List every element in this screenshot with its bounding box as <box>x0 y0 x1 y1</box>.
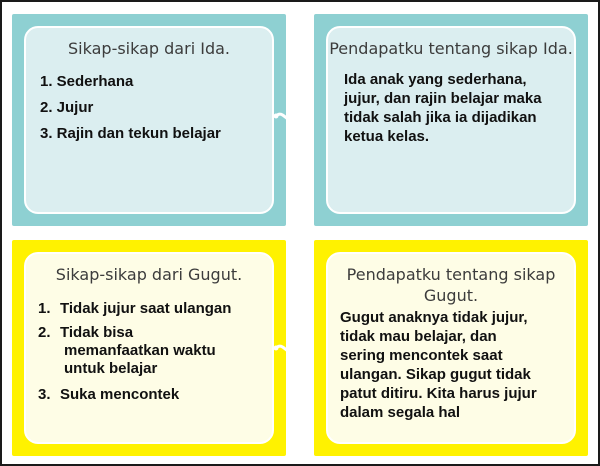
list-item: 1. Sederhana <box>40 73 134 90</box>
gugut-attitudes-list <box>38 300 231 404</box>
ida-opinion-title: Pendapatku tentang sikap Ida. <box>329 39 573 58</box>
ida-attitudes-panel <box>24 26 274 214</box>
list-item: 3. Rajin dan tekun belajar <box>40 125 221 142</box>
list-item: 1. Tidak jujur saat ulangan <box>38 300 232 317</box>
gugut-opinion-panel <box>326 252 576 444</box>
ida-opinion-card <box>314 14 588 226</box>
gugut-opinion-text: Gugut anaknya tidak jujur, tidak mau belajar, dan sering mencontek saat ulangan. Sikap gugut tidak patut ditiru. Kita harus jujur dalam segala hal <box>340 309 537 421</box>
gugut-attitudes-panel <box>24 252 274 444</box>
ida-opinion-text: Ida anak yang sederhana, jujur, dan rajin belajar maka tidak salah jika ia dijadikan ketua kelas. <box>344 71 542 145</box>
list-item: 3. Suka mencontek <box>38 386 180 403</box>
gugut-attitudes-title: Sikap-sikap dari Gugut. <box>55 265 243 284</box>
ida-opinion-panel <box>326 26 576 214</box>
gugut-opinion-card <box>314 240 588 456</box>
list-item: 2. Jujur <box>40 99 94 116</box>
gugut-attitudes-card <box>12 240 286 456</box>
ida-attitudes-card <box>12 14 286 226</box>
ida-attitudes-list <box>40 73 221 143</box>
list-item: 2. Tidak bisa memanfaatkan waktu untuk belajar <box>38 324 216 377</box>
gugut-opinion-title: Pendapatku tentang sikap Gugut. <box>346 265 556 305</box>
ida-attitudes-title: Sikap-sikap dari Ida. <box>68 39 230 58</box>
